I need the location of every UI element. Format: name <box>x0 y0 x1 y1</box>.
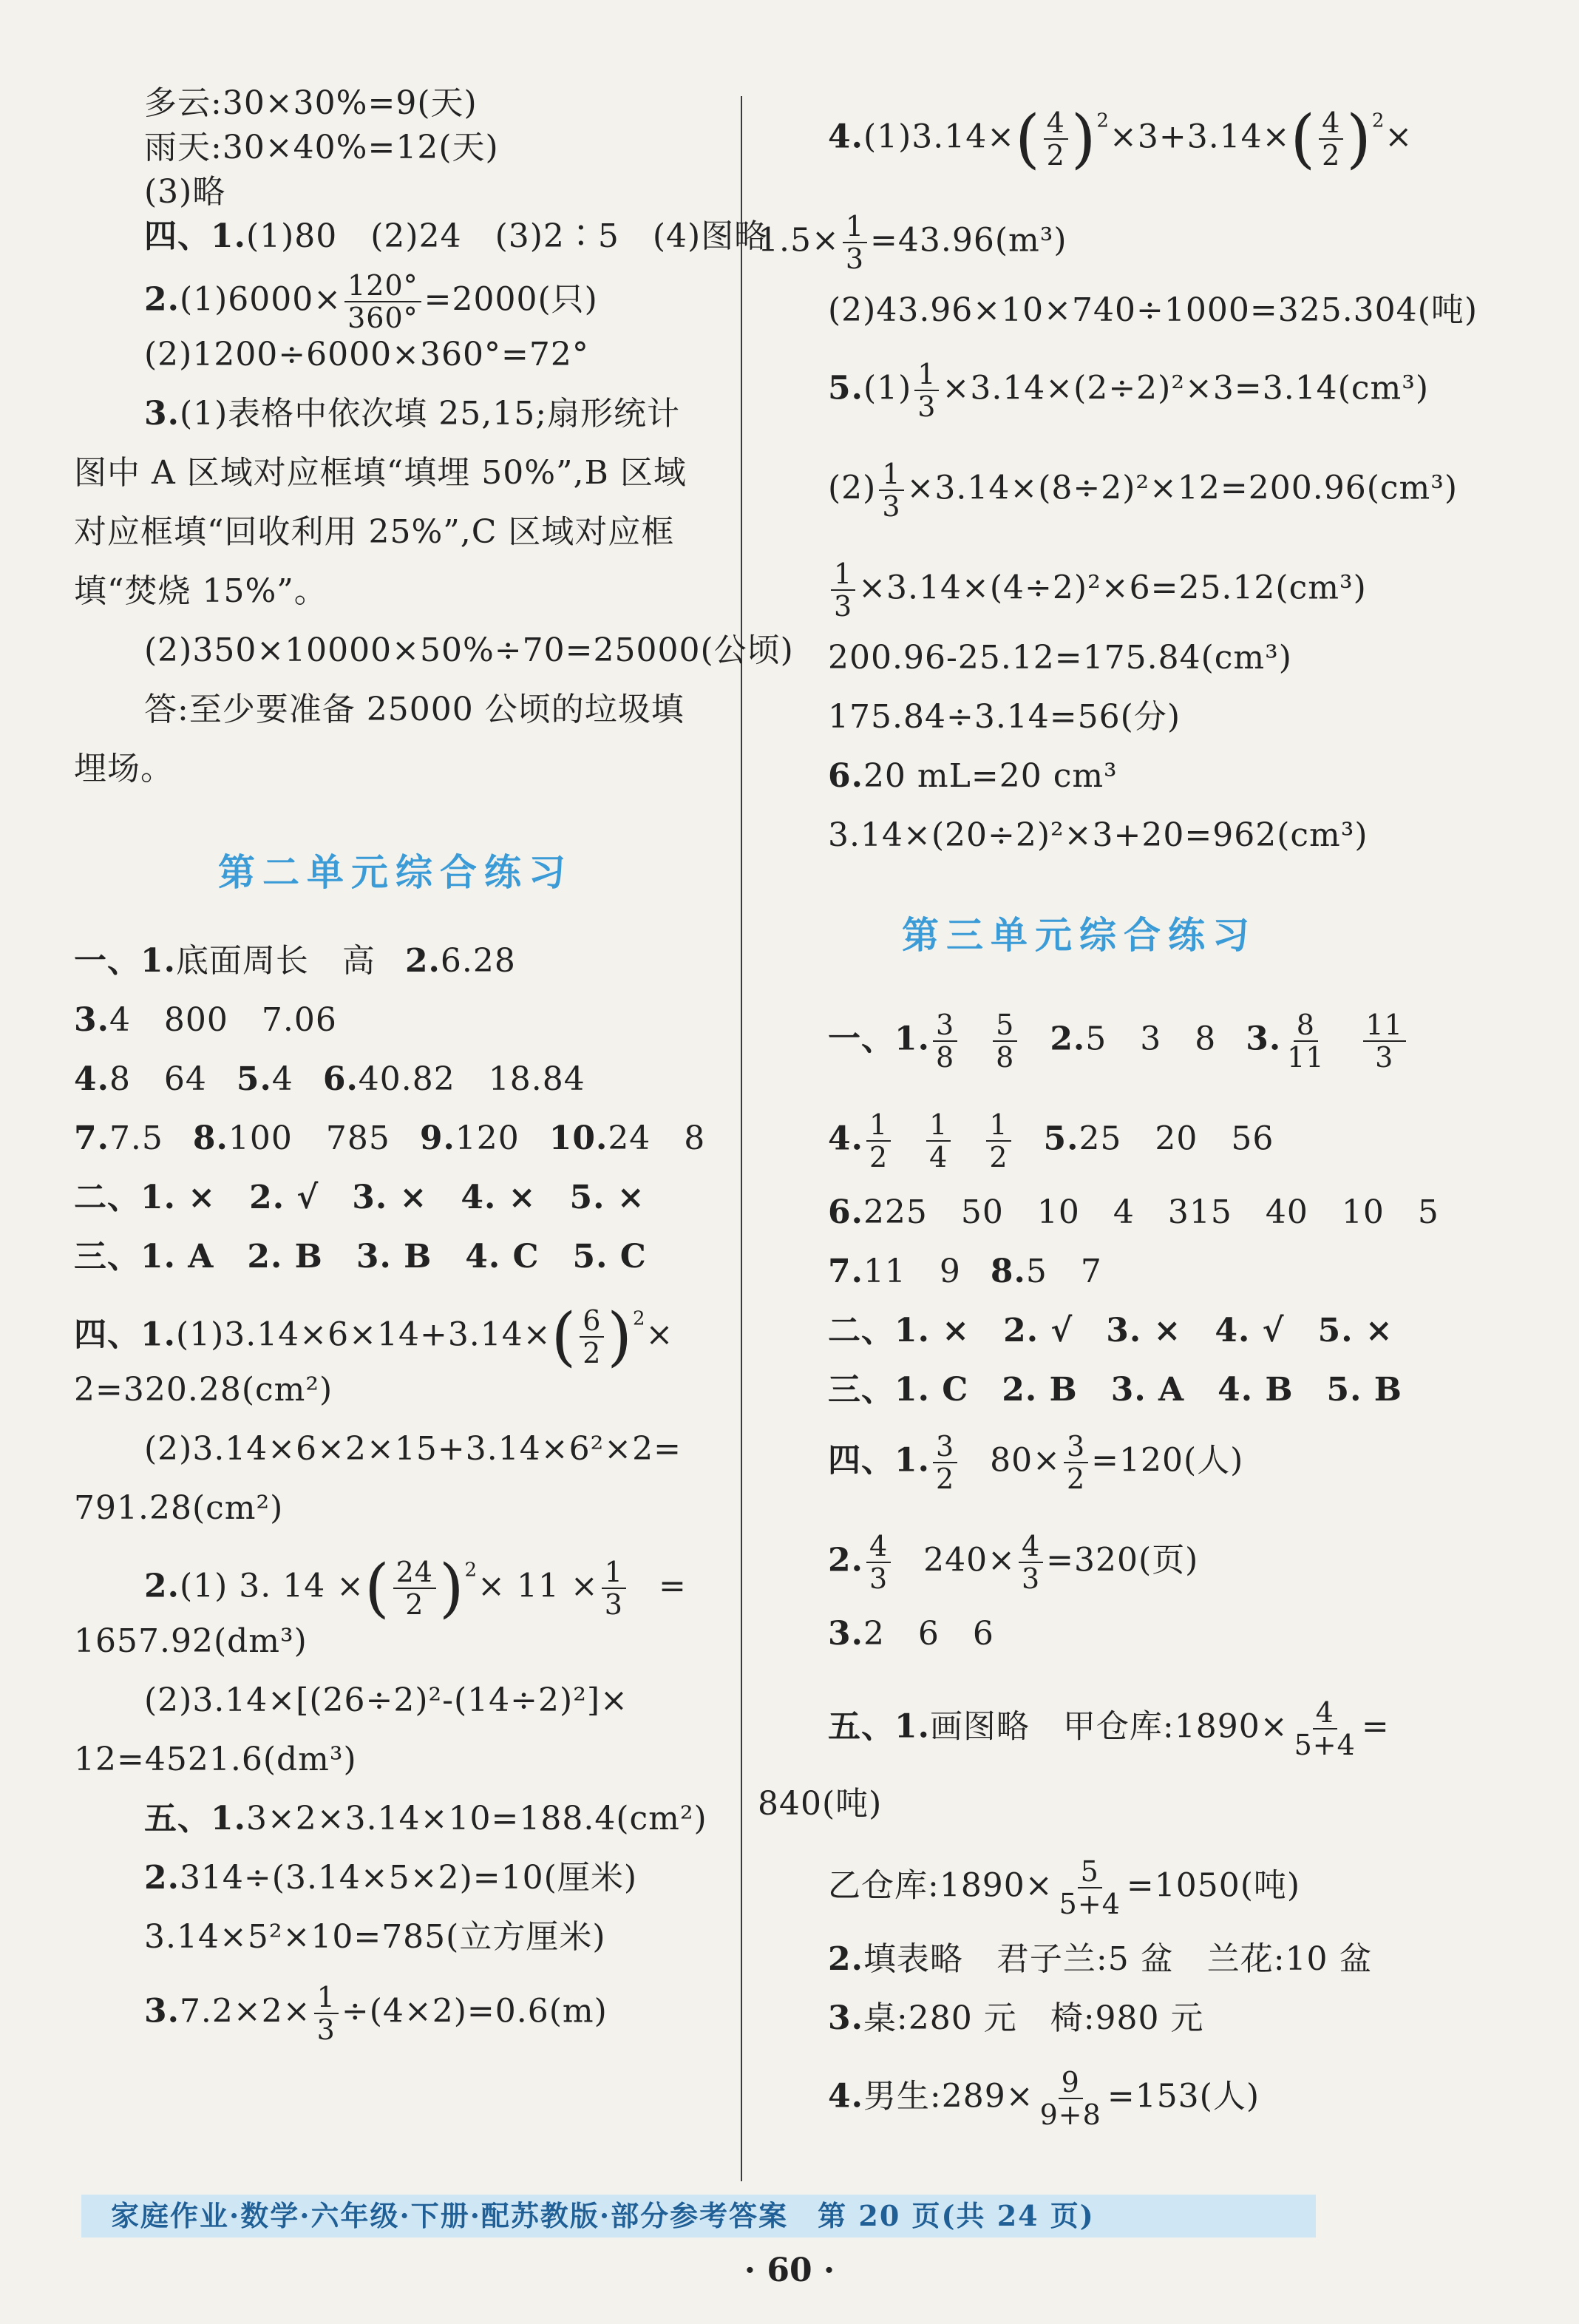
fraction: $\frac{1}{2}$ <box>866 1109 891 1173</box>
answer-line: 答:至少要准备 25000 公顷的垃圾填 <box>144 691 685 728</box>
answer-line: 3.7.2×2× $\frac{1}{3}$ ÷(4×2)=0.6(m) <box>144 1981 608 2046</box>
fraction: $\frac{9}{9+8}$ <box>1039 2066 1101 2131</box>
section-title: 第三单元综合练习 <box>902 913 1257 957</box>
answer-line: 791.28(cm²) <box>74 1489 284 1527</box>
answer-line: 4.(1)3.14×( $\frac{4}{2}$ )$^2$×3+3.14×( $\frac{4}{2}$ )$^2$× <box>828 102 1413 176</box>
fraction: $\frac{120^\circ}{360^\circ}$ <box>344 270 421 333</box>
answer-line: 5.(1) $\frac{1}{3}$ ×3.14×(2÷2)²×3=3.14(cm³) <box>828 358 1430 423</box>
footer-banner: 家庭作业·数学·六年级·下册·配苏教版·部分参考答案 第 20 页(共 24 页) <box>81 2195 1316 2237</box>
page-number: · 60 · <box>744 2252 835 2289</box>
answer-line: 2.314÷(3.14×5×2)=10(厘米) <box>144 1859 637 1897</box>
answer-line: 4. $\frac{1}{2}$ $\frac{1}{4}$ $\frac{1}{2}$ 5.25 20 56 <box>828 1108 1274 1173</box>
answer-line: 6.225 50 10 4 315 40 10 5 <box>828 1193 1439 1231</box>
fraction: $\frac{1}{3}$ <box>914 359 939 422</box>
answer-line: 四、1. $\frac{3}{2}$ 80× $\frac{3}{2}$ =120(人) <box>828 1430 1244 1495</box>
answer-line: 2.填表略 君子兰:5 盆 兰花:10 盆 <box>828 1940 1373 1978</box>
answer-line: 四、1.(1)80 (2)24 (3)2∶5 (4)图略 <box>144 217 768 255</box>
fraction: $\frac{4}{2}$ <box>1319 107 1343 171</box>
answer-line: 840(吨) <box>758 1785 883 1823</box>
question-number: 3. <box>144 395 180 433</box>
answer-line: (2)1200÷6000×360°=72° <box>144 336 589 373</box>
answer-line: 7.11 9 8.5 7 <box>828 1253 1102 1290</box>
fraction: $\frac{3}{8}$ <box>933 1009 957 1073</box>
answer-line: 一、1.底面周长 高 2.6.28 <box>74 942 516 980</box>
fraction: $\frac{8}{11}$ <box>1287 1009 1325 1074</box>
answer-line: 3.14×(20÷2)²×3+20=962(cm³) <box>828 816 1368 854</box>
fraction: $\frac{3}{2}$ <box>1064 1431 1088 1494</box>
fraction: $\frac{1}{3}$ <box>831 558 855 622</box>
fraction: $\frac{1}{3}$ <box>314 1982 339 2045</box>
fraction: $\frac{11}{3}$ <box>1363 1009 1406 1073</box>
section-title: 第二单元综合练习 <box>218 850 573 894</box>
answer-line: 4.8 64 5.4 6.40.82 18.84 <box>74 1060 585 1098</box>
fraction: $\frac{4}{2}$ <box>1044 107 1068 171</box>
fraction: $\frac{1}{4}$ <box>926 1109 951 1173</box>
fraction: $\frac{6}{2}$ <box>580 1305 604 1369</box>
answer-line: 五、1.画图略 甲仓库:1890× $\frac{4}{5+4}$ = <box>828 1696 1390 1761</box>
answer-line: 一、1. $\frac{3}{8}$ $\frac{5}{8}$ 2.5 3 8 3. $\frac{8}{11}$ $\frac{11}{3}$ <box>828 1009 1409 1073</box>
answer-line: 3.2 6 6 <box>828 1615 994 1653</box>
answer-line: 三、1. C 2. B 3. A 4. B 5. B <box>828 1371 1402 1409</box>
answer-line: 二、1. × 2. √ 3. × 4. × 5. × <box>74 1179 645 1216</box>
answer-line: 12=4521.6(dm³) <box>74 1741 357 1778</box>
answer-line: 175.84÷3.14=56(分) <box>828 698 1181 736</box>
answer-line: 填“焚烧 15%”。 <box>74 572 327 610</box>
answer-line: 3.4 800 7.06 <box>74 1001 337 1039</box>
fraction: $\frac{5}{5+4}$ <box>1059 1855 1121 1920</box>
answer-line: (2)43.96×10×740÷1000=325.304(吨) <box>828 291 1478 329</box>
fraction: $\frac{24}{2}$ <box>393 1556 436 1620</box>
answer-line: 二、1. × 2. √ 3. × 4. √ 5. × <box>828 1312 1393 1349</box>
answer-line: 1657.92(dm³) <box>74 1622 308 1660</box>
answer-line: 4.男生:289× $\frac{9}{9+8}$ =153(人) <box>828 2066 1260 2131</box>
answer-line: 200.96-25.12=175.84(cm³) <box>828 639 1292 677</box>
fraction: $\frac{3}{2}$ <box>933 1431 957 1494</box>
answer-line: 乙仓库:1890× $\frac{5}{5+4}$ =1050(吨) <box>828 1855 1301 1920</box>
fraction: $\frac{1}{3}$ <box>602 1556 626 1620</box>
answer-line: (2)350×10000×50%÷70=25000(公顷) <box>144 631 794 669</box>
column-divider <box>741 96 742 2181</box>
answer-line: 6.20 mL=20 cm³ <box>828 757 1118 795</box>
answer-line: (2) $\frac{1}{3}$ ×3.14×(8÷2)²×12=200.96(cm³) <box>828 458 1459 523</box>
answer-line: 2.(1)6000× $\frac{120^\circ}{360^\circ}$ =2000(只) <box>144 269 598 334</box>
question-number: 2. <box>144 280 180 319</box>
fraction: $\frac{1}{3}$ <box>843 211 867 274</box>
answer-line: 2=320.28(cm²) <box>74 1371 333 1409</box>
fraction: $\frac{4}{3}$ <box>1019 1531 1043 1594</box>
answer-line: 图中 A 区域对应框填“填埋 50%”,B 区域 <box>74 454 687 492</box>
answer-line: 3.桌:280 元 椅:980 元 <box>828 1999 1204 2037</box>
answer-line: 3.(1)表格中依次填 25,15;扇形统计 <box>144 395 681 433</box>
answer-line: (2)3.14×6×2×15+3.14×6²×2= <box>144 1430 682 1468</box>
answer-line: 2.(1) 3. 14 ×( $\frac{24}{2}$ )$^2$× 11 × $\frac{1}{3}$ = <box>144 1551 687 1625</box>
answer-line: 五、1.3×2×3.14×10=188.4(cm²) <box>144 1800 707 1837</box>
answer-line: 2. $\frac{4}{3}$ 240× $\frac{4}{3}$ =320(页) <box>828 1530 1199 1595</box>
answer-line: 四、1.(1)3.14×6×14+3.14×( $\frac{6}{2}$ )$^2$× <box>74 1300 674 1374</box>
fraction: $\frac{1}{2}$ <box>986 1109 1011 1173</box>
question-number: 四、1. <box>144 217 246 255</box>
answer-line: (2)3.14×[(26÷2)²-(14÷2)²]× <box>144 1681 628 1719</box>
fraction: $\frac{4}{3}$ <box>866 1531 891 1594</box>
answer-line: 雨天:30×40%=12(天) <box>144 129 499 166</box>
answer-line: 埋场。 <box>74 750 174 787</box>
fraction: $\frac{1}{3}$ <box>879 458 903 522</box>
answer-line: 对应框填“回收利用 25%”,C 区域对应框 <box>74 513 675 551</box>
answer-line: 7.7.5 8.100 785 9.120 10.24 8 <box>74 1119 706 1157</box>
fraction: $\frac{4}{5+4}$ <box>1294 1696 1356 1761</box>
answer-line: 三、1. A 2. B 3. B 4. C 5. C <box>74 1238 647 1276</box>
answer-line: 1.5× $\frac{1}{3}$ =43.96(m³) <box>758 210 1067 275</box>
fraction: $\frac{5}{8}$ <box>993 1009 1017 1073</box>
answer-line: 3.14×5²×10=785(立方厘米) <box>144 1918 606 1956</box>
answer-line: 多云:30×30%=9(天) <box>144 84 478 122</box>
answer-line: (3)略 <box>144 173 226 211</box>
answer-line: $\frac{1}{3}$ ×3.14×(4÷2)²×6=25.12(cm³) <box>828 558 1367 622</box>
